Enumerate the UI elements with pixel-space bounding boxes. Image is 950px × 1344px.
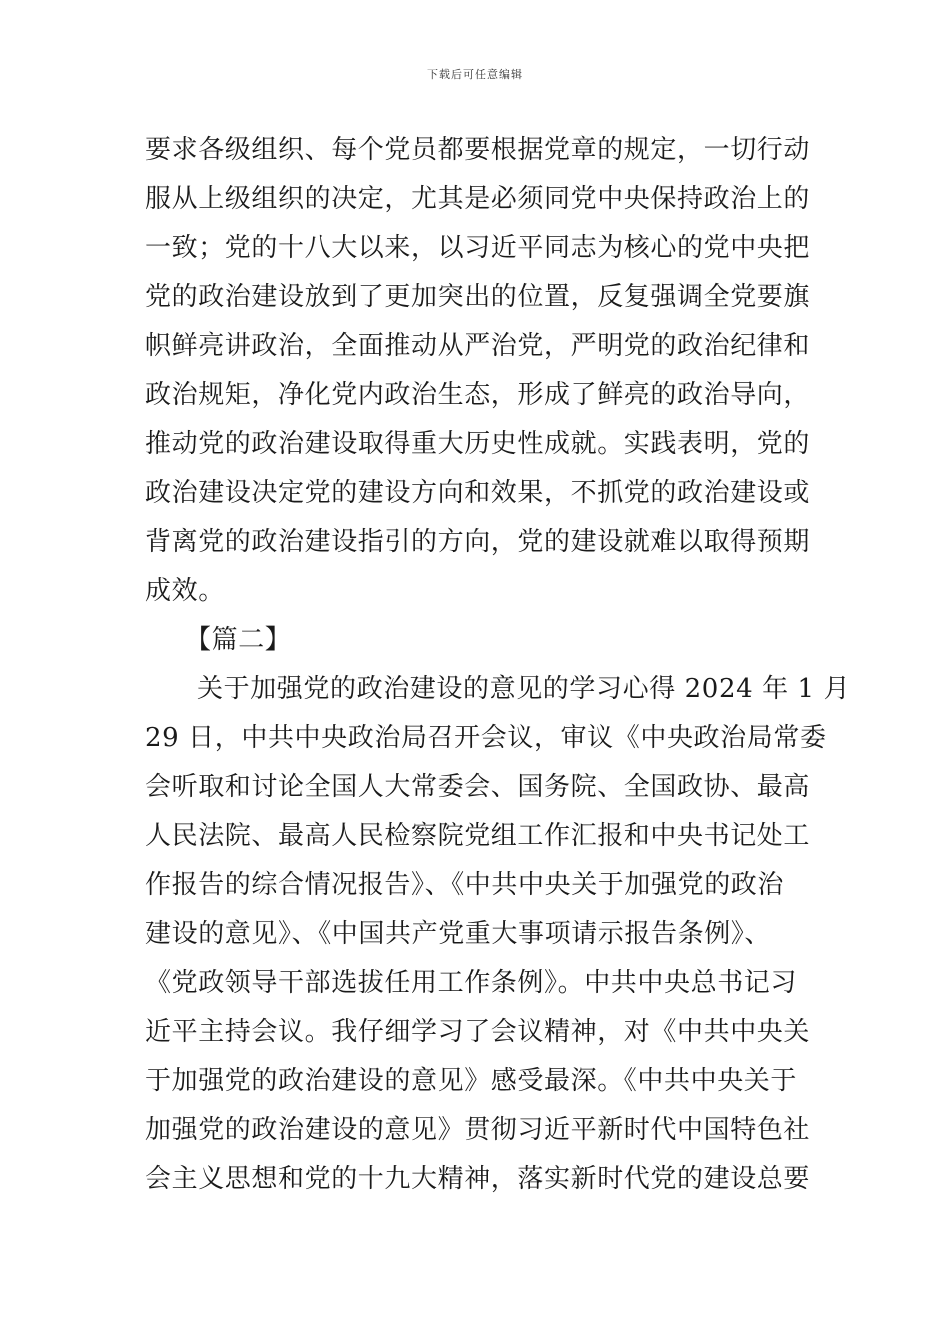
paragraph-line: 会主义思想和党的十九大精神，落实新时代党的建设总要 <box>145 1164 811 1194</box>
paragraph-line: 帜鲜亮讲政治，全面推动从严治党，严明党的政治纪律和 <box>145 331 811 361</box>
paragraph-line: 作报告的综合情况报告》、《中共中央关于加强党的政治 <box>145 870 785 900</box>
paragraph-line: 建设的意见》、《中国共产党重大事项请示报告条例》、 <box>145 919 772 949</box>
paragraph-line: 服从上级组织的决定，尤其是必须同党中央保持政治上的 <box>145 184 811 214</box>
paragraph-line: 政治规矩，净化党内政治生态，形成了鲜亮的政治导向， <box>145 380 811 410</box>
paragraph-line: 背离党的政治建设指引的方向，党的建设就难以取得预期 <box>145 527 811 557</box>
paragraph-line: 于加强党的政治建设的意见》感受最深。《中共中央关于 <box>145 1066 798 1096</box>
paragraph-line: 会听取和讨论全国人大常委会、国务院、全国政协、最高 <box>145 772 811 802</box>
paragraph-line: 党的政治建设放到了更加突出的位置，反复强调全党要旗 <box>145 282 811 312</box>
section-heading: 【篇二】 <box>185 625 292 655</box>
paragraph-line: 推动党的政治建设取得重大历史性成就。实践表明，党的 <box>145 429 811 459</box>
paragraph-line: 《党政领导干部选拔任用工作条例》。中共中央总书记习 <box>145 968 798 998</box>
paragraph-line: 29 日，中共中央政治局召开会议，审议《中央政治局常委 <box>145 723 827 753</box>
paragraph-line: 政治建设决定党的建设方向和效果，不抓党的政治建设或 <box>145 478 811 508</box>
paragraph-line: 人民法院、最高人民检察院党组工作汇报和中央书记处工 <box>145 821 811 851</box>
paragraph-line: 一致；党的十八大以来，以习近平同志为核心的党中央把 <box>145 233 811 263</box>
page-header: 下载后可任意编辑 <box>427 68 523 81</box>
document-body <box>145 126 851 1204</box>
paragraph-line: 加强党的政治建设的意见》贯彻习近平新时代中国特色社 <box>145 1115 811 1145</box>
paragraph-line: 近平主持会议。我仔细学习了会议精神，对《中共中央关 <box>145 1017 811 1047</box>
paragraph-line: 要求各级组织、每个党员都要根据党章的规定，一切行动 <box>145 135 811 165</box>
paragraph-line: 成效。 <box>145 576 225 606</box>
paragraph-line: 关于加强党的政治建设的意见的学习心得 2024 年 1 月 <box>197 674 851 704</box>
